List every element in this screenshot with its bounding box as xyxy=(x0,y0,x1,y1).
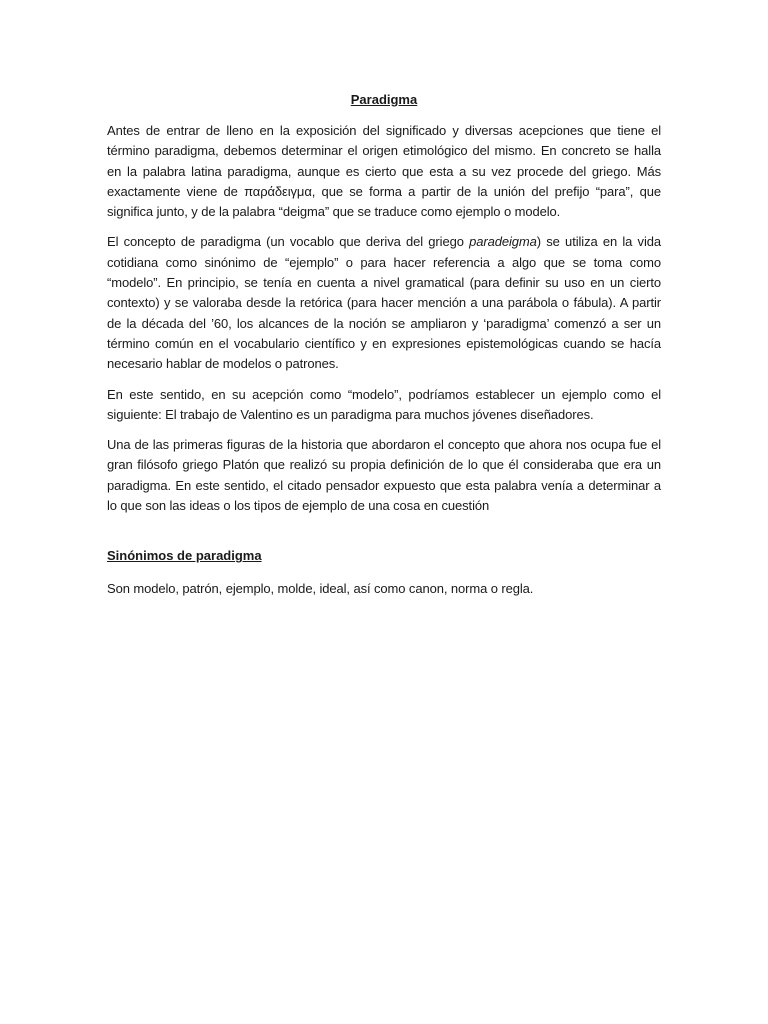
paragraph-concept-text-2: ) se utiliza en la vida cotidiana como sinónimo de “ejemplo” o para hacer referencia a algo que se toma como “modelo”. En principio, se tenía en cuenta a nivel gramatical (para definir su uso en un cierto contexto) y se valoraba desde la retórica (para hacer mención a una parábola o fábula). A partir de la década del ’60, los alcances de la noción se ampliaron y ‘paradigma’ comenzó a ser un término común en el vocabulario científico y en expresiones epistemológicas cuando se hacía necesario hablar de modelos o patrones. xyxy=(107,234,662,372)
document-body xyxy=(107,90,661,610)
paragraph-synonyms: Son modelo, patrón, ejemplo, molde, ideal, así como canon, norma o regla. xyxy=(107,581,534,597)
paragraph-etymology: Antes de entrar de lleno en la exposición del significado y diversas acepciones que tiene el término paradigma, debemos determinar el origen etimológico del mismo. En concreto se halla en la palabra latina paradigma, aunque es cierto que esta a su vez procede del griego. Más exactamente viene de παράδειγμα, que se forma a partir de la unión del prefijo “para”, que significa junto, y de la palabra “deigma” que se traduce como ejemplo o modelo. xyxy=(107,123,661,220)
paragraph-concept-italic-term: paradeigma xyxy=(469,234,537,250)
paragraph-concept-text-1: El concepto de paradigma (un vocablo que deriva del griego xyxy=(107,234,470,250)
section-heading-synonyms: Sinónimos de paradigma xyxy=(107,548,262,564)
paragraph-example: En este sentido, en su acepción como “modelo”, podríamos establecer un ejemplo como el siguiente: El trabajo de Valentino es un paradigma para muchos jóvenes diseñadores. xyxy=(107,386,661,422)
paragraph-concept xyxy=(107,232,661,374)
document-title: Paradigma xyxy=(350,92,418,107)
paragraph-plato: Una de las primeras figuras de la historia que abordaron el concepto que ahora nos ocupa fue el gran filósofo griego Platón que realizó su propia definición de lo que él consideraba que era un paradigma. En este sentido, el citado pensador expuesto que esta palabra venía a determinar a lo que son las ideas o los tipos de ejemplo de una cosa en cuestión xyxy=(107,437,661,514)
